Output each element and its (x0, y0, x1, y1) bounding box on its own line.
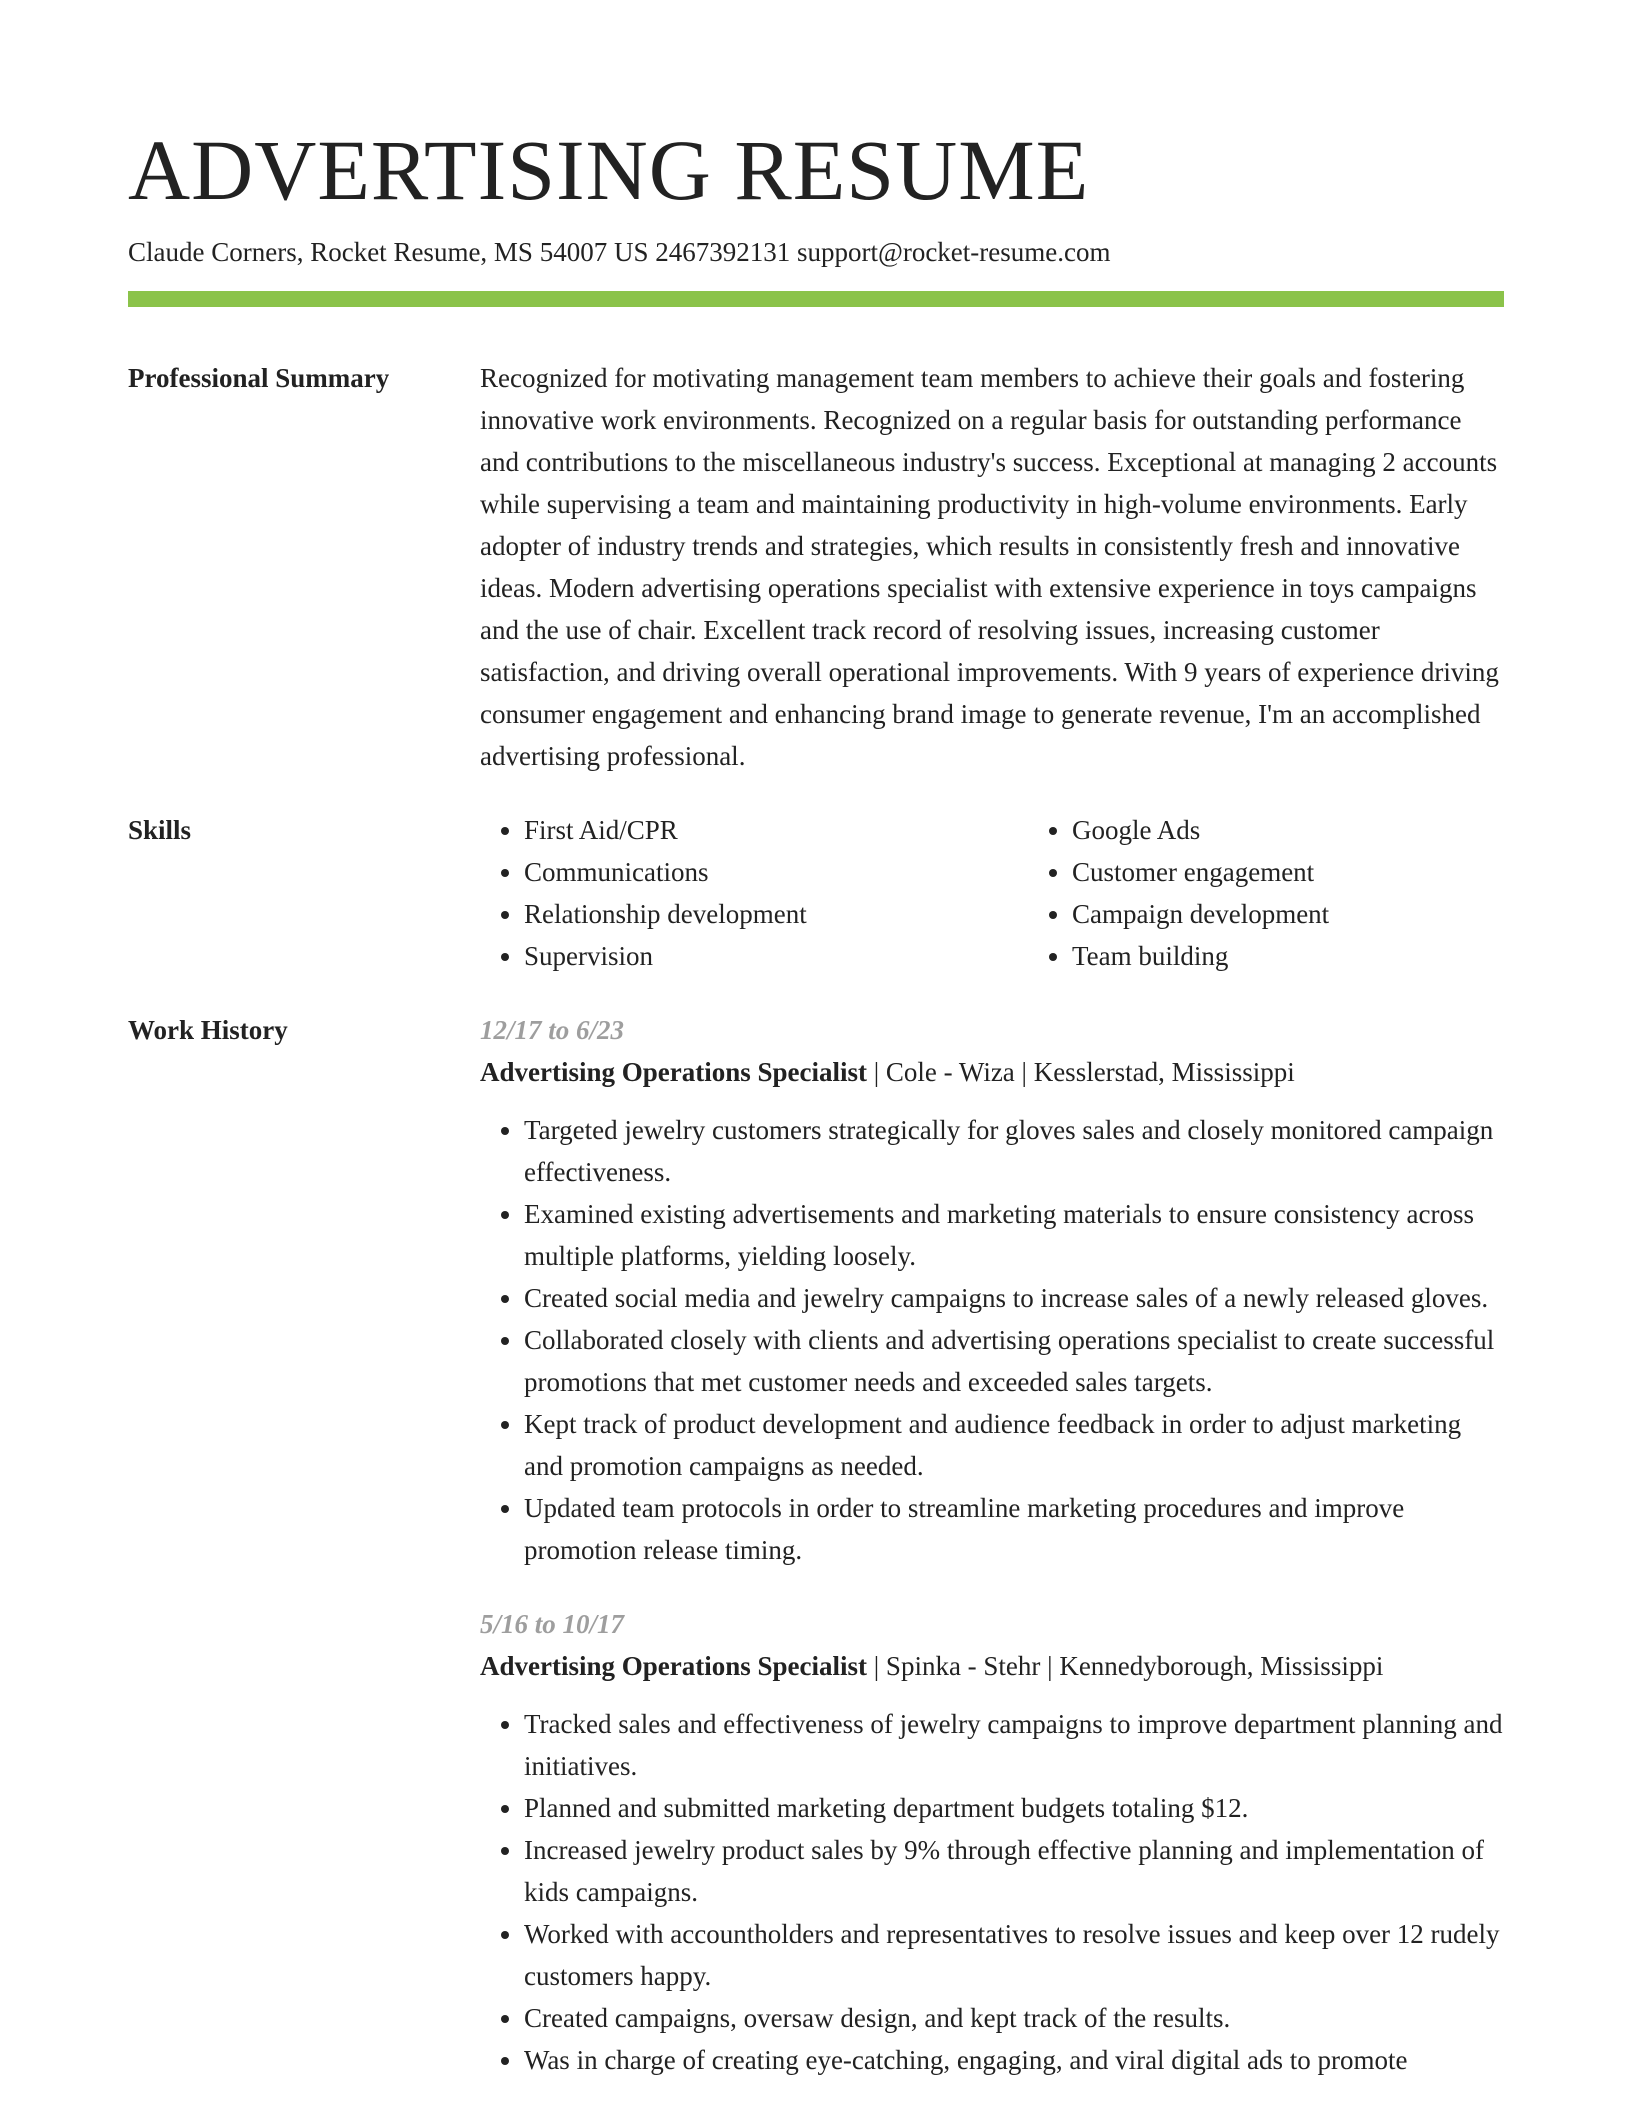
summary-text: Recognized for motivating management team members to achieve their goals and fostering innovative work environments. Recognized on a regular basis for outstanding performance and contributions to the miscellaneous industry's success. Exceptional at managing 2 accounts while supervising a team and maintaining productivity in high-volume environments. Early adopter of industry trends and strategies, which results in consistently fresh and innovative ideas. Modern advertising operations specialist with extensive experience in toys campaigns and the use of chair. Excellent track record of resolving issues, increasing customer satisfaction, and driving overall operational improvements. With 9 years of experience driving consumer engagement and enhancing brand image to generate revenue, I'm an accomplished advertising professional. (480, 363, 1499, 771)
job-bullet: • Updated team protocols in order to streamline marketing procedures and improve promotion release timing. (524, 1487, 1504, 1571)
skill-item: • Team building (1072, 935, 1576, 977)
skills-column-right (1028, 809, 1576, 977)
job-title: Advertising Operations Specialist (480, 1057, 868, 1087)
skills-column-left (480, 809, 1028, 977)
job-bullet: • Worked with accountholders and representatives to resolve issues and keep over 12 rudely customers happy. (524, 1913, 1504, 1997)
job-bullet: • Was in charge of creating eye-catching, engaging, and viral digital ads to promote (524, 2039, 1504, 2081)
accent-divider (128, 291, 1504, 307)
job-dates: 12/17 to 6/23 (480, 1015, 625, 1045)
resume-title: ADVERTISING RESUME (128, 122, 1090, 218)
job-heading: Advertising Operations Specialist | Cole - Wiza | Kesslerstad, Mississippi (480, 1057, 1295, 1087)
section-heading-skills: Skills (128, 815, 192, 845)
contact-line (128, 234, 1504, 270)
job-company: Spinka - Stehr (885, 1651, 1041, 1681)
contact-phone: 2467392131 (655, 237, 791, 267)
job-bullet: • Kept track of product development and audience feedback in order to adjust marketing and promotion campaigns as needed. (524, 1403, 1504, 1487)
contact-email: support@rocket-resume.com (796, 237, 1111, 267)
job-entry (480, 1009, 1504, 1571)
job-location: Kennedyborough, Mississippi (1059, 1651, 1384, 1681)
job-bullet: • Planned and submitted marketing department budgets totaling $12. (524, 1787, 1504, 1829)
section-heading-work-history: Work History (128, 1015, 288, 1045)
job-location: Kesslerstad, Mississippi (1033, 1057, 1295, 1087)
skill-item: • Relationship development (524, 893, 1028, 935)
skills-body (480, 809, 1576, 977)
skill-item: • Communications (524, 851, 1028, 893)
job-bullet: • Tracked sales and effectiveness of jewelry campaigns to improve department planning and initiatives. (524, 1703, 1504, 1787)
job-bullet: • Examined existing advertisements and marketing materials to ensure consistency across multiple platforms, yielding loosely. (524, 1193, 1504, 1277)
skill-item: • Supervision (524, 935, 1028, 977)
skill-item: • Campaign development (1072, 893, 1576, 935)
resume-page (128, 0, 1504, 2081)
job-title: Advertising Operations Specialist (480, 1651, 868, 1681)
job-bullet: • Created campaigns, oversaw design, and kept track of the results. (524, 1997, 1504, 2039)
job-bullets (480, 1109, 1504, 1571)
job-bullet: • Created social media and jewelry campaigns to increase sales of a newly released gloves. (524, 1277, 1504, 1319)
skill-item: • Google Ads (1072, 809, 1576, 851)
job-bullets (480, 1703, 1504, 2081)
skill-item: • Customer engagement (1072, 851, 1576, 893)
work-history-body (480, 1009, 1504, 2081)
job-bullet: • Collaborated closely with clients and advertising operations specialist to create successful promotions that met customer needs and exceeded sales targets. (524, 1319, 1504, 1403)
skills-section (128, 809, 1504, 977)
skills-grid (480, 809, 1576, 977)
contact-address: Claude Corners, Rocket Resume, MS 54007 US (128, 237, 649, 267)
work-history-section (128, 1009, 1504, 2081)
job-bullet: • Targeted jewelry customers strategically for gloves sales and closely monitored campaign effectiveness. (524, 1109, 1504, 1193)
job-heading: Advertising Operations Specialist | Spinka - Stehr | Kennedyborough, Mississippi (480, 1651, 1384, 1681)
job-dates: 5/16 to 10/17 (480, 1609, 625, 1639)
section-heading-summary: Professional Summary (128, 363, 390, 393)
summary-body (480, 357, 1504, 777)
summary-section (128, 357, 1504, 777)
job-bullet: • Increased jewelry product sales by 9% through effective planning and implementation of kids campaigns. (524, 1829, 1504, 1913)
job-company: Cole - Wiza (885, 1057, 1015, 1087)
job-entry (480, 1603, 1504, 2081)
skill-item: • First Aid/CPR (524, 809, 1028, 851)
